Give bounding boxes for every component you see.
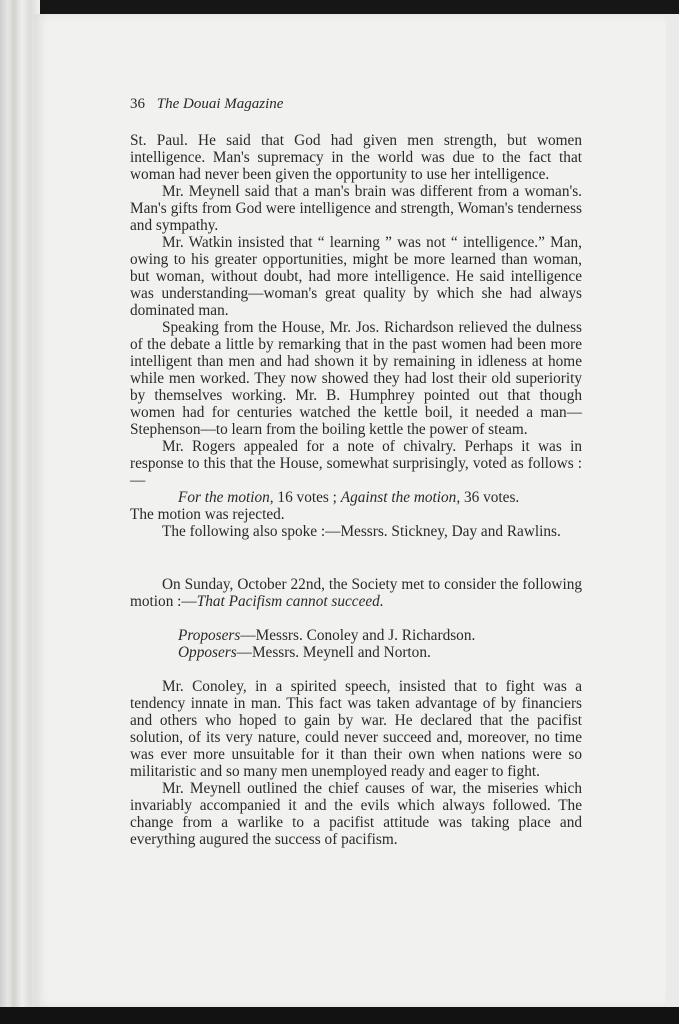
vote-against-label: Against the motion,: [340, 489, 461, 506]
vote-against-count: 36 votes.: [460, 489, 520, 506]
magazine-title: The Douai Magazine: [156, 96, 284, 112]
speakers-list: [130, 627, 582, 661]
page-number: 36: [130, 96, 145, 112]
motion-result: The motion was rejected.: [130, 506, 285, 523]
paragraph: Speaking from the House, Mr. Jos. Richardson relieved the dulness of the debate a little by remarking that in the past women had been more intelligent than men and had shown it by remaining in idleness at home while men worked. They now showed they had lost their old superiority by themselves working. Mr. B. Humphrey pointed out that though women had for centuries watched the kettle boil, it needed a man—Stephenson—to learn from the boiling kettle the power of steam.: [130, 319, 582, 438]
paragraph: Mr. Meynell outlined the chief causes of war, the miseries which invariably accompanied it and the evils which always followed. The change from a warlike to a pacifist attitude was taking place and everything augured the success of pacifism.: [130, 780, 582, 848]
paragraph: Mr. Watkin insisted that “ learning ” was not “ intelligence.” Man, owing to his greater opportunities, might be more learned than woman, but woman, without doubt, had more intelligence. He said intelligence was understanding—woman's great quality by which she had always dominated man.: [130, 234, 582, 319]
paragraph: The following also spoke :—Messrs. Stickney, Day and Rawlins.: [162, 523, 561, 540]
page-right-margin: [666, 14, 679, 1007]
paragraph: St. Paul. He said that God had given men strength, but women intelligence. Man's supremacy in the world was due to the fact that woman had never been given the opportunity to use her intelligence.: [130, 132, 582, 183]
motion-title: That Pacifism cannot succeed.: [196, 593, 384, 610]
paragraph: Mr. Rogers appealed for a note of chivalry. Perhaps it was in response to this that the House, somewhat surprisingly, voted as follows :—: [130, 438, 582, 489]
section-gap: [130, 540, 582, 576]
page-content: [130, 96, 582, 848]
vote-for-count: 16 votes ;: [273, 489, 341, 506]
paragraph: Mr. Meynell said that a man's brain was different from a woman's. Man's gifts from God were intelligence and strength, Woman's tenderness and sympathy.: [130, 183, 582, 234]
meeting-intro: On Sunday, October 22nd, the Society met to consider the following motion :—That Pacifism cannot succeed.: [130, 576, 582, 610]
paragraph: Mr. Conoley, in a spirited speech, insisted that to fight was a tendency innate in man. This fact was taken advantage of by financiers and others who hoped to gain by war. He declared that the pacifist solution, of its very nature, could never succeed and, moreover, no time was ever more unsuitable for it than their own when nations were so militaristic and so many men unemployed ready and eager to fight.: [130, 678, 582, 780]
vote-for-label: For the motion,: [178, 489, 274, 506]
proposers-line: Proposers—Messrs. Conoley and J. Richardson.: [178, 627, 476, 644]
running-header: [130, 96, 582, 114]
scanner-bottom-edge: [0, 1007, 679, 1024]
vote-result: [178, 489, 582, 506]
opposers-line: Opposers—Messrs. Meynell and Norton.: [178, 644, 431, 661]
